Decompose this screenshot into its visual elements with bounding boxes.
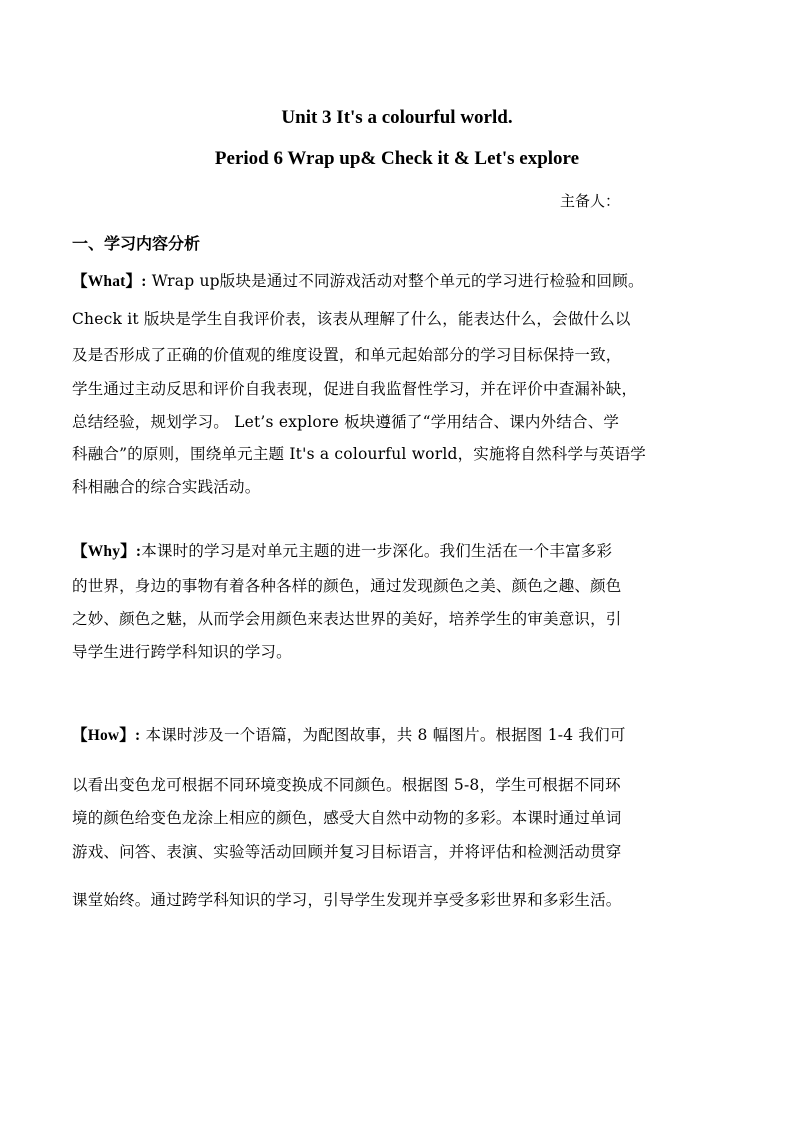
why-line-1: [72, 539, 612, 561]
section-heading-content-analysis: 一、学习内容分析: [72, 234, 201, 253]
what-line-7: 科相融合的综合实践活动。: [72, 478, 261, 496]
how-text-1: 本课时涉及一个语篇，为配图故事，共 8 幅图片。根据图 1-4 我们可: [140, 726, 626, 744]
what-text-1: Wrap up版块是通过不同游戏活动对整个单元的学习进行检验和回顾。: [146, 272, 644, 290]
how-line-5: 课堂始终。通过跨学科知识的学习，引导学生发现并享受多彩世界和多彩生活。: [72, 891, 622, 909]
what-line-4: 学生通过主动反思和评价自我表现，促进自我监督性学习，并在评价中查漏补缺，: [72, 380, 638, 398]
what-line-3: 及是否形成了正确的价值观的维度设置，和单元起始部分的学习目标保持一致，: [72, 346, 622, 364]
how-line-2: 以看出变色龙可根据不同环境变换成不同颜色。根据图 5-8，学生可根据不同环: [72, 776, 621, 794]
what-line-1: [72, 269, 644, 291]
how-line-3: 境的颜色给变色龙涂上相应的颜色，感受大自然中动物的多彩。本课时通过单词: [72, 809, 622, 827]
why-label: 【Why】:: [72, 543, 142, 560]
what-line-2: Check it 版块是学生自我评价表，该表从理解了什么，能表达什么，会做什么以: [72, 310, 631, 328]
period-title: Period 6 Wrap up& Check it & Let's explore: [214, 148, 580, 169]
why-line-4: 导学生进行跨学科知识的学习。: [72, 643, 292, 661]
what-label: 【What】:: [72, 273, 147, 290]
preparer-label: 主备人：: [560, 192, 621, 210]
what-line-5: 总结经验，规划学习。 Let’s explore 板块遵循了“学用结合、课内外结合、学: [72, 413, 620, 431]
how-line-1: [72, 723, 626, 745]
unit-title: Unit 3 It's a colourful world.: [281, 107, 513, 128]
why-line-3: 之妙、颜色之魅，从而学会用颜色来表达世界的美好，培养学生的审美意识，引: [72, 610, 622, 628]
why-text-1: 本课时的学习是对单元主题的进一步深化。我们生活在一个丰富多彩: [141, 542, 613, 560]
how-label: 【How】:: [72, 727, 141, 744]
why-line-2: 的世界，身边的事物有着各种各样的颜色，通过发现颜色之美、颜色之趣、颜色: [72, 577, 622, 595]
what-line-6: 科融合”的原则，围绕单元主题 It's a colourful world，实施将自然科学与英语学: [72, 445, 647, 463]
how-line-4: 游戏、问答、表演、实验等活动回顾并复习目标语言，并将评估和检测活动贯穿: [72, 843, 622, 861]
